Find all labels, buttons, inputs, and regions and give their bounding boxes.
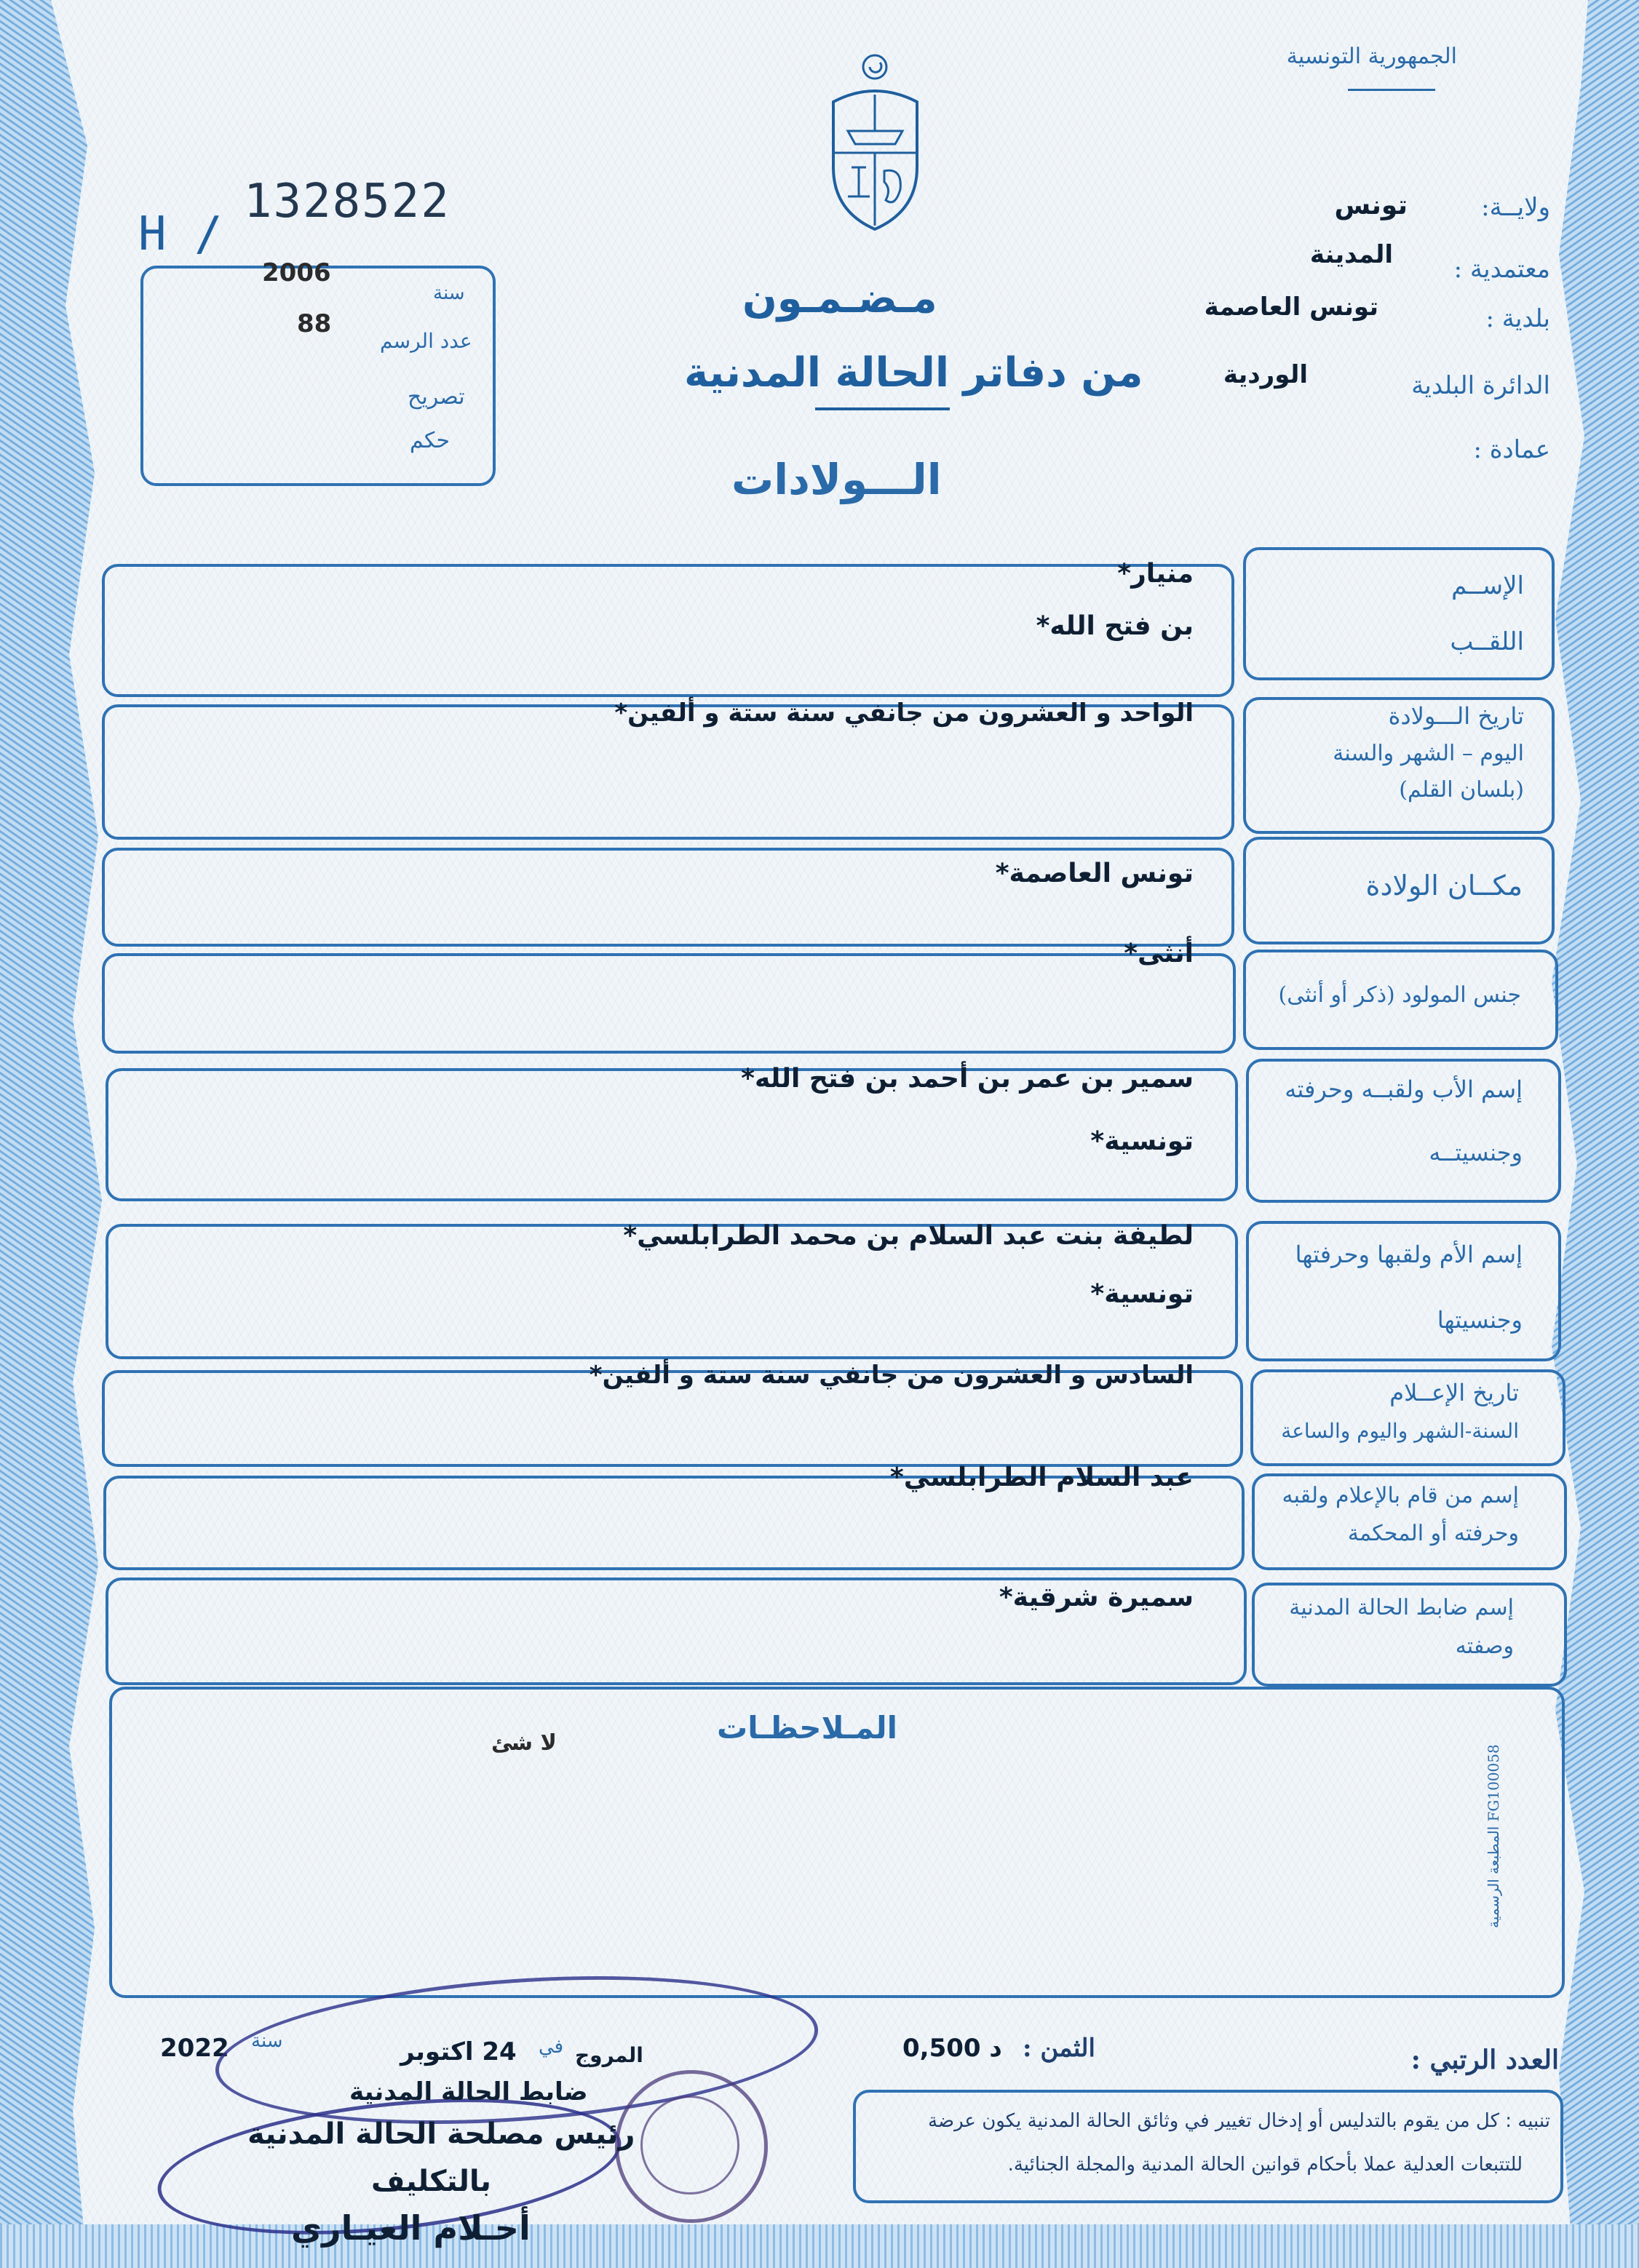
value-surname: بن فتح الله* xyxy=(1036,611,1194,641)
signer-title-assigned: بالتكليف xyxy=(371,2165,491,2198)
label-mother-nationality: وجنسيتها xyxy=(1437,1306,1523,1334)
notes-value: لا شئ xyxy=(491,1730,557,1756)
value-birthdate: الواحد و العشرون من جانفي سنة ستة و ألفين* xyxy=(614,699,1194,728)
value-birthplace: تونس العاصمة* xyxy=(995,859,1194,888)
delegation-value: المدينة xyxy=(1309,240,1393,269)
label-father-nationality: وجنسيتــه xyxy=(1429,1139,1523,1166)
registration-number-label: عدد الرسم xyxy=(380,329,472,353)
decorative-border-bottom xyxy=(0,2224,1639,2268)
value-first-name: منيار* xyxy=(1117,559,1194,589)
issue-year: 2022 xyxy=(160,2034,229,2063)
label-birthdate-format: اليوم – الشهر والسنة xyxy=(1333,741,1524,766)
notes-label: المـلاحظـات xyxy=(717,1710,898,1746)
label-mother: إسم الأم ولقبها وحرفتها xyxy=(1295,1241,1523,1268)
republic-heading: الجمهورية التونسية xyxy=(1286,44,1457,69)
label-birthplace: مكــان الولادة xyxy=(1365,870,1523,902)
issue-place: المروج xyxy=(575,2043,643,2067)
warning-box xyxy=(853,2090,1563,2203)
row-name-label-box xyxy=(1243,547,1555,680)
delegation-label: معتمدية : xyxy=(1453,255,1550,284)
price-value: 0,500 د xyxy=(902,2034,1002,2063)
label-birthdate: تاريخ الـــولادة xyxy=(1388,702,1524,730)
warning-line-2: للتتبعات العدلية عملا بأحكام قوانين الحالة المدنية والمجلة الجنائية. xyxy=(1007,2154,1523,2176)
value-declarant: عبد السلام الطرابلسي* xyxy=(889,1463,1194,1492)
value-father: سمير بن عمر بن أحمد بن فتح الله* xyxy=(741,1064,1194,1094)
label-declaration-date-format: السنة-الشهر واليوم والساعة xyxy=(1281,1419,1519,1443)
section-title-births: الـــولادات xyxy=(731,455,942,504)
label-birthdate-note: (بلسان القلم) xyxy=(1399,777,1524,803)
signer-title-officer: ضابط الحالة المدنية xyxy=(349,2077,588,2106)
value-declaration-date: السادس و العشرون من جانفي سنة ستة و ألفين* xyxy=(589,1361,1194,1390)
printer-code: المطبعة الرسمية FG100058 xyxy=(1485,1744,1502,1928)
order-number-label: العدد الرتبي : xyxy=(1410,2045,1559,2075)
label-declarant: إسم من قام بالإعلام ولقبه xyxy=(1282,1483,1519,1508)
governorate-value: تونس xyxy=(1334,191,1408,220)
coat-of-arms-icon xyxy=(819,51,932,233)
registration-number-value: 88 xyxy=(297,309,332,338)
district-value: الوردية xyxy=(1223,360,1308,389)
district-label: الدائرة البلدية xyxy=(1411,371,1550,400)
label-surname: اللقــب xyxy=(1450,627,1524,656)
value-mother: لطيفة بنت عبد السلام بن محمد الطرابلسي* xyxy=(623,1221,1194,1251)
value-mother-nationality: تونسية* xyxy=(1090,1279,1194,1309)
serial-number: 1328522 xyxy=(244,175,451,228)
republic-rule xyxy=(1348,89,1435,91)
price-label: الثمن : xyxy=(1023,2034,1095,2063)
decorative-border-left xyxy=(0,0,109,2268)
signer-name: أحـلام العيـاري xyxy=(291,2208,531,2248)
registration-year-label: سنة xyxy=(433,282,465,304)
row-sex-value-box xyxy=(102,953,1236,1054)
label-first-name: الإســم xyxy=(1451,571,1524,600)
municipality-value: تونس العاصمة xyxy=(1204,293,1378,322)
label-officer: إسم ضابط الحالة المدنية xyxy=(1289,1595,1514,1620)
municipality-label: بلدية : xyxy=(1485,304,1550,333)
label-sex: جنس المولود (ذكر أو أنثى) xyxy=(1278,982,1521,1008)
value-officer: سميرة شرقية* xyxy=(999,1583,1194,1612)
document-title-line2: من دفاتر الحالة المدنية xyxy=(684,349,1143,397)
document-title-line1: مـضـمـون xyxy=(742,275,937,322)
issue-date: 24 اكتوبر xyxy=(400,2037,517,2066)
title-underline xyxy=(815,407,950,410)
serial-prefix: H / xyxy=(138,207,223,261)
registration-year-value: 2006 xyxy=(262,258,331,287)
warning-line-1: تنبيه : كل من يقوم بالتدليس أو إدخال تغيير في وثائق الحالة المدنية يكون عرضة xyxy=(928,2110,1550,2132)
label-declarant-court: وحرفته أو المحكمة xyxy=(1347,1521,1519,1546)
imada-label: عمادة : xyxy=(1473,435,1550,464)
issue-year-label: سنة xyxy=(251,2030,283,2052)
governorate-label: ولايــة: xyxy=(1481,193,1550,222)
label-officer-title: وصفته xyxy=(1455,1634,1514,1659)
signer-title-head: رئيس مصلحة الحالة المدنية xyxy=(247,2117,635,2151)
label-declaration-date: تاريخ الإعــلام xyxy=(1389,1379,1519,1406)
value-sex: أنثى* xyxy=(1124,939,1194,968)
value-father-nationality: تونسية* xyxy=(1090,1126,1194,1156)
official-seal-inner xyxy=(640,2096,739,2195)
declaration-label: تصريح xyxy=(408,384,465,410)
label-father: إسم الأب ولقبــه وحرفته xyxy=(1285,1075,1523,1103)
issue-date-prefix: في xyxy=(539,2036,564,2058)
judgment-label: حكم xyxy=(410,428,451,453)
